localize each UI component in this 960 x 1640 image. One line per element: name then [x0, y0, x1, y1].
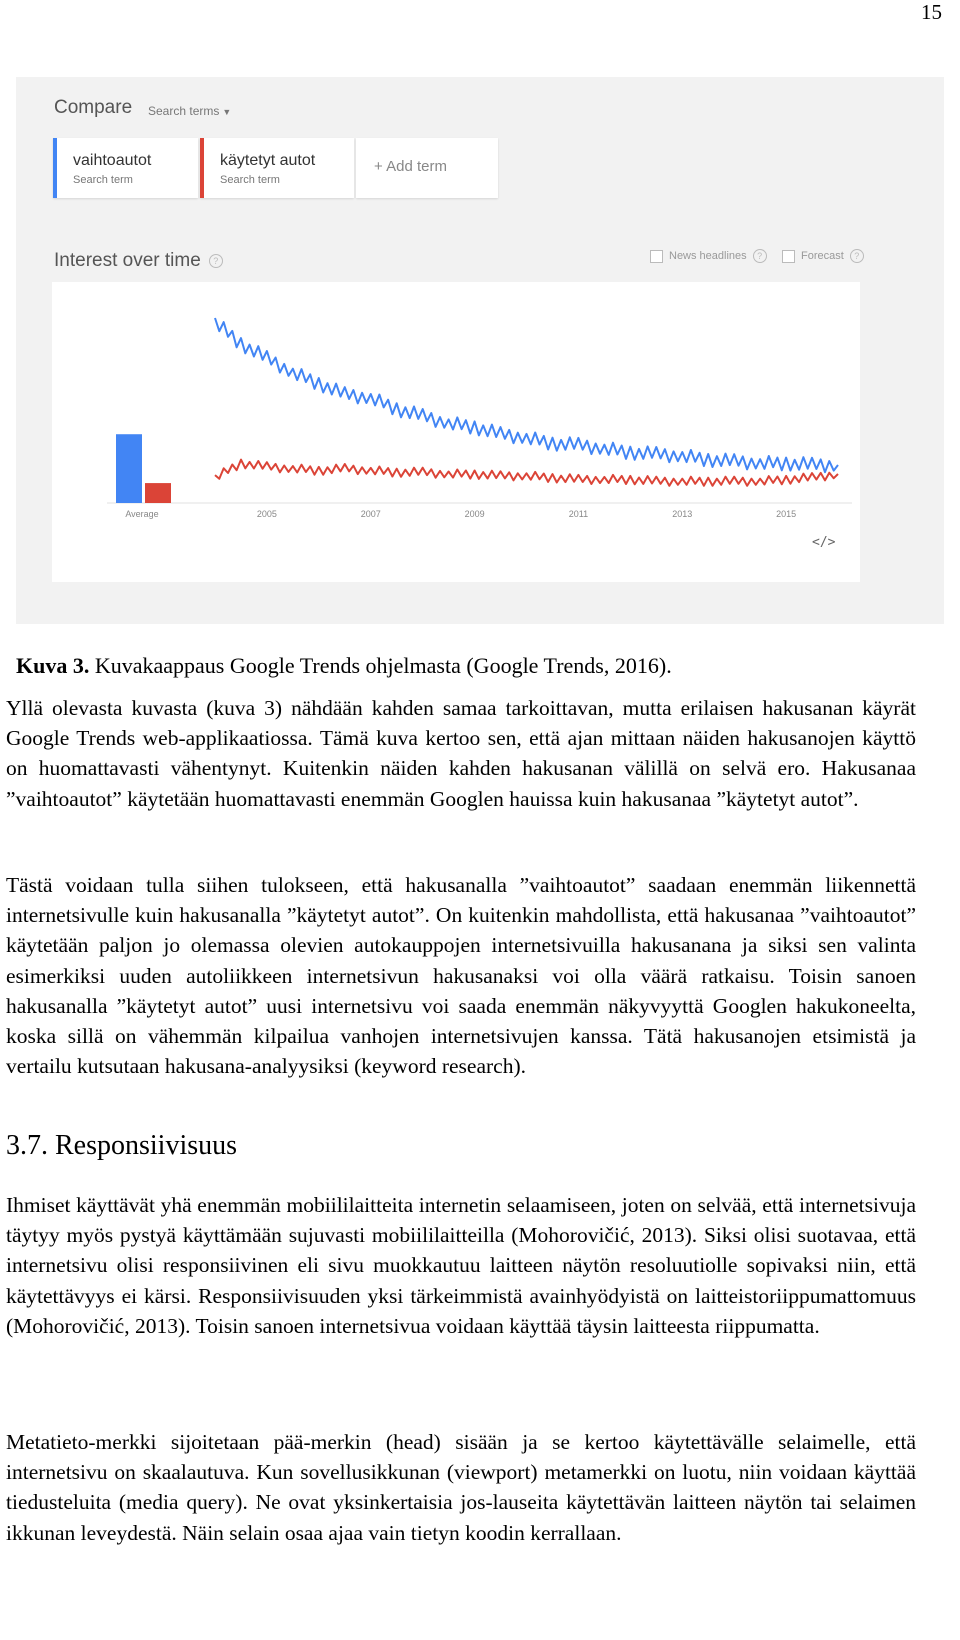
- x-tick-label: 2011: [568, 509, 589, 519]
- help-icon[interactable]: ?: [753, 249, 767, 263]
- forecast-checkbox[interactable]: [782, 250, 795, 263]
- term-sub: Search term: [220, 174, 280, 186]
- caption-text: Kuvakaappaus Google Trends ohjelmasta (Google Trends, 2016).: [89, 653, 672, 678]
- term-card-kaytetyt-autot[interactable]: [200, 138, 354, 198]
- search-terms-label: Search terms: [148, 104, 220, 118]
- average-bar-2: [145, 483, 171, 503]
- series-line-1: [215, 318, 838, 472]
- interest-over-time-label: Interest over time: [54, 250, 201, 271]
- search-terms-dropdown[interactable]: [148, 104, 231, 118]
- paragraph-3: Ihmiset käyttävät yhä enemmän mobiililaitteita internetin selaamiseen, joten on selvää, että internetsivuja täytyy myös pystyä käyttämään sujuvasti mobiililaitteilla (Mohorovičić, 2013). Siksi olisi suotavaa, että internetsivu olisi responsiivinen eli sivu muokkautuu laitteen näytön resoluutiolle sopivaksi niin, että käytettävyys ei kärsi. Responsiivisuuden yksi tärkeimmistä avainhyödyistä on laitteistoriippumattomuus (Mohorovičić, 2013). Toisin sanoen internetsivua voidaan käyttää täysin laitteesta riippumatta.: [6, 1193, 916, 1338]
- average-bar-1: [116, 434, 142, 503]
- help-icon[interactable]: ?: [850, 249, 864, 263]
- paragraph-1: Yllä olevasta kuvasta (kuva 3) nähdään kahden samaa tarkoittavan, mutta erilaisen hakusanan käyrät Google Trends web-applikaatiossa. Tämä kuva kertoo sen, että ajan mittaan näiden hakusanojen käyttö on huomattavasti vähentynyt. Kuitenkin näiden kahden hakusanan välillä on selvä ero. Hakusanaa ”vaihtoautot” käytetään huomattavasti enemmän Googlen hauissa kuin hakusanaa ”käytetyt autot”.: [6, 696, 916, 811]
- forecast-option[interactable]: [782, 249, 864, 263]
- term-name: vaihtoautot: [73, 152, 152, 169]
- paragraph-2: Tästä voidaan tulla siihen tulokseen, että hakusanalla ”vaihtoautot” saadaan enemmän liikennettä internetsivulle kuin hakusanalla ”käytetyt autot”. On kuitenkin mahdollista, että hakusanaa ”vaihtoautot” käytetään paljon jo olemassa olevien autokauppojen internetsivuilla hakusanana ja siksi sen valinta esimerkiksi uuden autoliikkeen internetsivun hakusanaksi voi olla väärä ratkaisu. Toisin sanoen hakusanalla ”käytetyt autot” uusi internetsivu voi saada enemmän näkyvyyttä Googlen hakukoneelta, koska sillä on vähemmän kilpailua vanhojen internetsivujen kanssa. Tätä hakusanojen etsimistä ja vertailu kutsutaan hakusana-analyysiksi (keyword research).: [6, 873, 916, 1079]
- term-sub: Search term: [73, 174, 133, 186]
- term-card-vaihtoautot[interactable]: [53, 138, 198, 198]
- page-number: 15: [921, 0, 942, 24]
- x-tick-label: 2007: [360, 509, 381, 519]
- caret-down-icon: ▼: [222, 107, 232, 117]
- add-term-label: + Add term: [374, 158, 447, 175]
- embed-icon[interactable]: </>: [812, 535, 836, 550]
- section-heading: 3.7. Responsiivisuus: [6, 1130, 238, 1161]
- chart-panel: [52, 282, 860, 582]
- paragraph-4: Metatieto-merkki sijoitetaan pää-merkin (head) sisään ja se kertoo käytettävälle selaimelle, että internetsivu on skaalautuva. Kun sovellusikkunan (viewport) metamerkki on luotu, niin voidaan käyttää tiedusteluita (media query). Ne ovat yksinkertaisia jos-lauseita käytettävän laitteen näytön tai selaimen ikkunan leveydestä. Näin selain osaa ajaa vain tietyn koodin kerrallaan.: [6, 1430, 916, 1545]
- interest-over-time-title: [54, 250, 223, 272]
- x-tick-label: 2005: [256, 509, 277, 519]
- caption-label: Kuva 3.: [16, 653, 90, 678]
- interest-chart: [52, 282, 860, 582]
- news-headlines-label: News headlines: [669, 250, 747, 262]
- news-headlines-option[interactable]: [650, 249, 767, 263]
- term-name: käytetyt autot: [220, 152, 316, 169]
- forecast-label: Forecast: [801, 250, 844, 262]
- figure-caption: [16, 653, 672, 679]
- x-tick-label: 2013: [672, 509, 693, 519]
- average-label: Average: [125, 509, 159, 519]
- google-trends-screenshot: [16, 77, 944, 624]
- news-headlines-checkbox[interactable]: [650, 250, 663, 263]
- x-tick-label: 2015: [776, 509, 797, 519]
- add-term-button[interactable]: [356, 138, 498, 198]
- compare-title: Compare: [54, 97, 133, 118]
- x-tick-label: 2009: [464, 509, 485, 519]
- help-icon[interactable]: ?: [209, 254, 223, 268]
